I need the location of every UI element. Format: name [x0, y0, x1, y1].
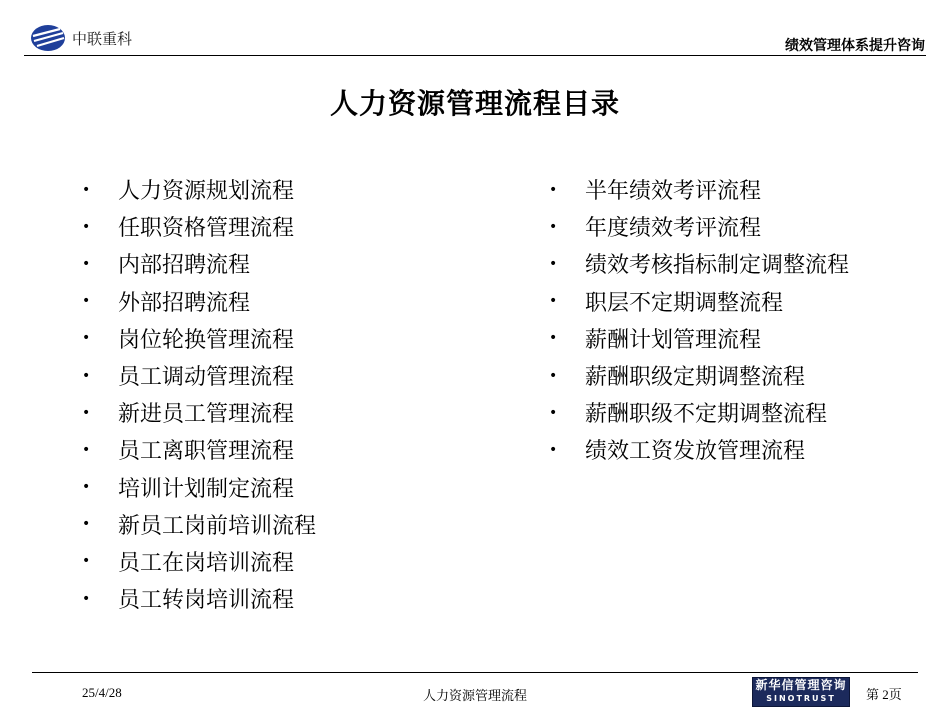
header-divider — [24, 55, 926, 56]
list-item — [78, 171, 316, 208]
bullet-icon: • — [82, 404, 91, 421]
list-item-label: 员工在岗培训流程 — [118, 550, 295, 576]
left-process-list — [78, 171, 316, 617]
list-item-label: 任职资格管理流程 — [118, 216, 295, 242]
sinotrust-logo — [752, 677, 850, 707]
project-title: 绩效管理体系提升咨询 — [785, 38, 925, 54]
list-item — [78, 245, 316, 282]
list-item-label: 内部招聘流程 — [118, 253, 251, 279]
list-item — [78, 357, 316, 394]
list-item — [545, 357, 849, 394]
list-item — [78, 543, 316, 580]
list-item — [545, 171, 849, 208]
bullet-icon: • — [549, 181, 558, 198]
list-item — [545, 208, 849, 245]
bullet-icon: • — [549, 404, 558, 421]
bullet-icon: • — [549, 367, 558, 384]
slide-title: 人力资源管理流程目录 — [329, 87, 620, 120]
right-process-list — [545, 171, 849, 469]
list-item-label: 绩效工资发放管理流程 — [585, 439, 806, 465]
list-item — [545, 431, 849, 468]
bullet-icon: • — [82, 181, 91, 198]
list-item — [78, 320, 316, 357]
page-number: 第 2页 — [866, 687, 902, 702]
bullet-icon: • — [82, 516, 91, 533]
bullet-icon: • — [549, 218, 558, 235]
list-item-label: 新进员工管理流程 — [118, 402, 295, 428]
list-item-label: 员工调动管理流程 — [118, 365, 295, 391]
footer-divider — [32, 672, 918, 673]
bullet-icon: • — [549, 255, 558, 272]
list-item-label: 绩效考核指标制定调整流程 — [585, 253, 850, 279]
footer-title: 人力资源管理流程 — [422, 688, 527, 703]
sinotrust-logo-en: SINOTRUST — [766, 694, 836, 703]
list-item-label: 薪酬职级不定期调整流程 — [585, 402, 828, 428]
bullet-icon: • — [549, 441, 558, 458]
list-item — [78, 469, 316, 506]
list-item — [78, 394, 316, 431]
bullet-icon: • — [549, 293, 558, 310]
list-item — [545, 283, 849, 320]
bullet-icon: • — [82, 330, 91, 347]
sinotrust-logo-cn: 新华信管理咨询 — [755, 678, 847, 692]
bullet-icon: • — [82, 479, 91, 496]
list-item — [78, 431, 316, 468]
list-item-label: 培训计划制定流程 — [118, 476, 295, 502]
company-name: 中联重科 — [72, 29, 133, 48]
bullet-icon: • — [82, 367, 91, 384]
list-item-label: 年度绩效考评流程 — [585, 216, 762, 242]
list-item-label: 岗位轮换管理流程 — [118, 327, 295, 353]
footer-date: 25/4/28 — [82, 685, 122, 700]
list-item — [78, 580, 316, 617]
bullet-icon: • — [82, 218, 91, 235]
bullet-icon: • — [82, 553, 91, 570]
list-item-label: 员工转岗培训流程 — [118, 588, 295, 614]
list-item-label: 员工离职管理流程 — [118, 439, 295, 465]
list-item-label: 职层不定期调整流程 — [585, 290, 784, 316]
list-item — [78, 208, 316, 245]
bullet-icon: • — [82, 293, 91, 310]
list-item — [78, 506, 316, 543]
bullet-icon: • — [82, 255, 91, 272]
bullet-icon: • — [82, 441, 91, 458]
list-item-label: 新员工岗前培训流程 — [118, 513, 317, 539]
list-item — [78, 283, 316, 320]
list-item — [545, 320, 849, 357]
list-item-label: 外部招聘流程 — [118, 290, 251, 316]
bullet-icon: • — [82, 590, 91, 607]
company-logo-icon — [30, 24, 66, 52]
list-item — [545, 394, 849, 431]
list-item-label: 半年绩效考评流程 — [585, 179, 762, 205]
bullet-icon: • — [549, 330, 558, 347]
list-item-label: 薪酬计划管理流程 — [585, 327, 762, 353]
list-item-label: 人力资源规划流程 — [118, 179, 295, 205]
list-item-label: 薪酬职级定期调整流程 — [585, 365, 806, 391]
company-logo — [30, 24, 132, 52]
list-item — [545, 245, 849, 282]
